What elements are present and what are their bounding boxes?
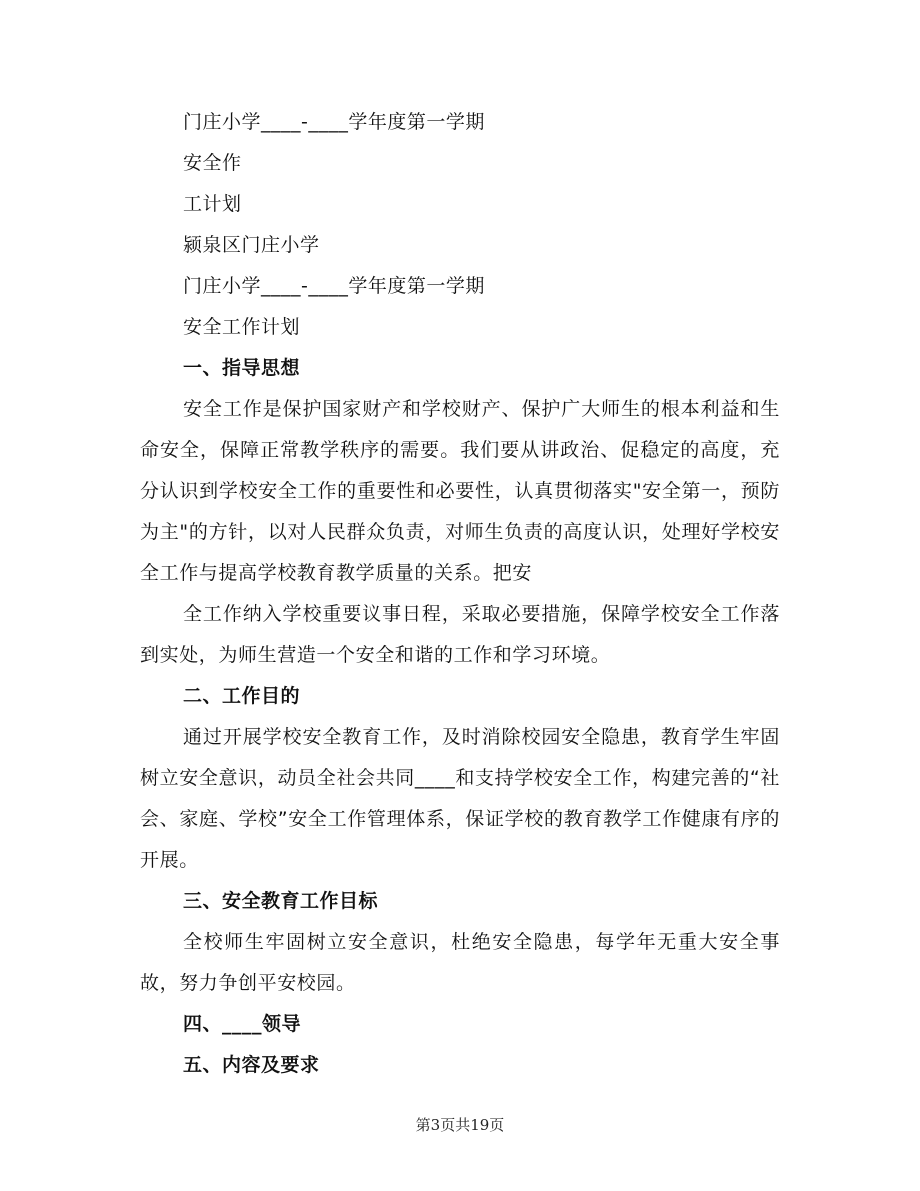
header-line-school: 颍泉区门庄小学 xyxy=(183,234,320,256)
header-line-title-part2: 工计划 xyxy=(183,193,242,215)
section-heading-guiding-thought: 一、指导思想 xyxy=(183,357,301,379)
section-heading-content-requirements: 五、内容及要求 xyxy=(183,1054,320,1076)
section-paragraph: 通过开展学校安全教育工作，及时消除校园安全隐患，教育学生牢固树立安全意识，动员全社会共同____和支持学校安全工作，构建完善的“社会、家庭、学校”安全工作管理体系，保证学校的教育教学工作健康有序的开展。 xyxy=(140,726,780,871)
section-paragraph: 全工作纳入学校重要议事日程，采取必要措施，保障学校安全工作落到实处，为师生营造一个安全和谐的工作和学习环境。 xyxy=(140,603,780,666)
header-line-plan-title: 安全工作计划 xyxy=(183,316,301,338)
section-heading-work-purpose: 二、工作目的 xyxy=(183,685,301,707)
header-line-term: 门庄小学____-____学年度第一学期 xyxy=(183,111,485,133)
header-line-term-repeat: 门庄小学____-____学年度第一学期 xyxy=(183,275,485,297)
section-paragraph: 安全工作是保护国家财产和学校财产、保护广大师生的根本利益和生命安全，保障正常教学秩序的需要。我们要从讲政治、促稳定的高度，充分认识到学校安全工作的重要性和必要性，认真贯彻落实"安全第一，预防为主"的方针，以对人民群众负责，对师生负责的高度认识，处理好学校安全工作与提高学校教育教学质量的关系。把安 xyxy=(140,398,780,584)
section-heading-leadership: 四、____领导 xyxy=(183,1013,302,1035)
page-number-footer: 第3页共19页 xyxy=(415,1116,505,1134)
section-heading-safety-goals: 三、安全教育工作目标 xyxy=(183,890,379,912)
section-paragraph: 全校师生牢固树立安全意识，杜绝安全隐患，每学年无重大安全事故，努力争创平安校园。 xyxy=(140,931,780,994)
header-line-title-part1: 安全作 xyxy=(183,152,242,174)
